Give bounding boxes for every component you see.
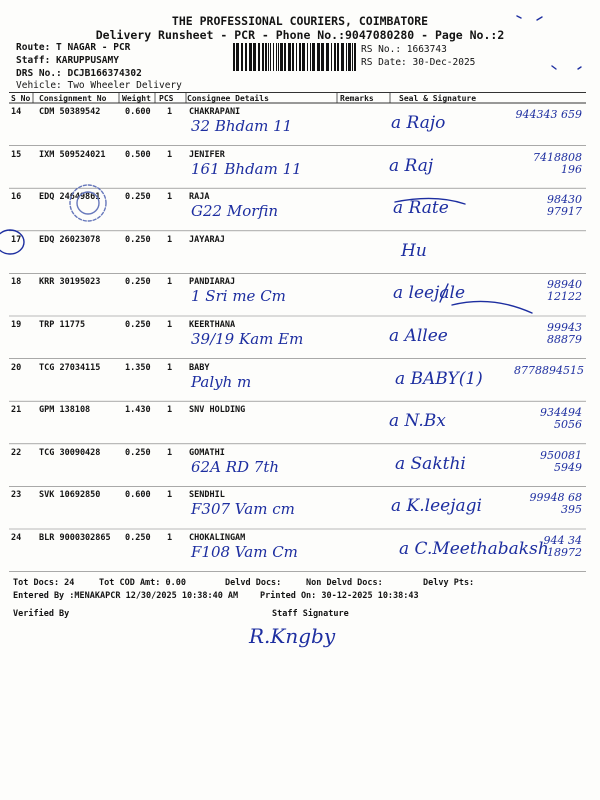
row-handwritten-signature: a N.Bx (389, 411, 446, 432)
company-title: THE PROFESSIONAL COURIERS, COIMBATORE (171, 14, 429, 28)
non-delivered-docs: Non Delvd Docs: (306, 578, 383, 588)
row-serial-number: 16 (11, 192, 22, 203)
row-handwritten-phone: 944 34 18972 (543, 534, 582, 559)
row-pieces: 1 (167, 192, 173, 203)
row-weight: 0.600 (125, 490, 151, 501)
row-handwritten-phone: 98940 12122 (547, 278, 582, 304)
vehicle-label: Vehicle: Two Wheeler Delivery (16, 80, 182, 91)
row-handwritten-address: F108 Vam Cm (191, 543, 298, 561)
row-serial-number: 24 (11, 533, 22, 543)
row-consignee-name: GOMATHI (189, 447, 225, 458)
row-pieces: 1 (167, 362, 173, 373)
row-pieces: 1 (167, 107, 173, 117)
row-handwritten-signature: a Rajo (391, 113, 446, 133)
row-consignee-name: SENDHIL (189, 490, 225, 501)
row-handwritten-signature: a Rate (393, 198, 449, 219)
row-handwritten-phone: 934494 5056 (540, 406, 582, 432)
route-label: Route: T NAGAR - PCR (16, 42, 131, 53)
row-handwritten-address: 39/19 Kam Em (191, 330, 304, 348)
row-consignment-number: EDQ 26023078 (39, 234, 101, 245)
row-weight: 0.250 (125, 447, 151, 458)
row-pieces: 1 (167, 234, 173, 245)
row-handwritten-signature: Hu (401, 240, 427, 261)
row-consignee-name: CHAKRAPANI (189, 107, 241, 117)
delivery-points: Delvy Pts: (423, 578, 475, 588)
row-consignee-name: JAYARAJ (189, 234, 225, 245)
row-handwritten-address: 161 Bhdam 11 (191, 159, 302, 178)
row-consignment-number: TCG 27034115 (39, 362, 101, 373)
row-handwritten-signature: a C.Meethabaksh (399, 539, 549, 559)
row-serial-number: 18 (11, 277, 22, 288)
row-handwritten-phone: 8778894515 (514, 363, 584, 377)
row-pieces: 1 (167, 405, 173, 416)
row-weight: 1.350 (125, 362, 151, 373)
row-handwritten-phone: 950081 5949 (540, 448, 582, 474)
row-consignment-number: TCG 30090428 (39, 447, 101, 458)
printed-on: Printed On: 30-12-2025 10:38:43 (260, 591, 419, 601)
total-docs: Tot Docs: 24 (13, 578, 75, 588)
row-weight: 0.250 (125, 533, 151, 543)
row-weight: 0.600 (125, 107, 151, 117)
row-consignee-name: SNV HOLDING (189, 405, 246, 416)
row-consignment-number: EDQ 24649861 (39, 192, 101, 203)
row-handwritten-signature: a K.leejagi (391, 496, 482, 517)
row-consignee-name: RAJA (189, 192, 210, 203)
row-serial-number: 21 (11, 405, 22, 416)
col-consignee-header: Consignee Details (187, 94, 269, 103)
row-consignee-name: JENIFER (189, 149, 225, 160)
row-consignment-number: CDM 50389542 (39, 107, 101, 117)
row-handwritten-address: 1 Sri me Cm (191, 287, 286, 306)
rs-date: RS Date: 30-Dec-2025 (361, 57, 476, 68)
row-handwritten-phone: 99948 68 395 (529, 491, 582, 517)
row-serial-number: 17 (11, 234, 22, 245)
row-pieces: 1 (167, 533, 173, 543)
drs-number: DRS No.: DCJB166374302 (16, 68, 142, 79)
row-handwritten-address: 32 Bhdam 11 (191, 117, 293, 135)
staff-label: Staff: KARUPPUSAMY (16, 55, 119, 66)
row-consignee-name: CHOKALINGAM (189, 533, 246, 543)
row-pieces: 1 (167, 320, 173, 330)
staff-signature-label: Staff Signature (272, 609, 349, 619)
row-pieces: 1 (167, 490, 173, 501)
delivered-docs: Delvd Docs: (225, 578, 282, 588)
row-handwritten-address: Palyh m (191, 372, 252, 391)
row-serial-number: 22 (11, 447, 22, 458)
row-handwritten-signature: a leejale (393, 283, 466, 304)
col-pcs-header: PCS (159, 94, 174, 103)
row-serial-number: 19 (11, 320, 22, 330)
row-handwritten-phone: 99943 88879 (547, 321, 582, 346)
row-handwritten-address: F307 Vam cm (191, 500, 295, 519)
row-handwritten-address: G22 Morfin (191, 202, 279, 221)
row-consignment-number: IXM 509524021 (39, 149, 106, 160)
entered-by: Entered By :MENAKAPCR 12/30/2025 10:38:40 AM (13, 591, 239, 601)
runsheet-subtitle: Delivery Runsheet - PCR - Phone No.:9047080280 - Page No.:2 (95, 28, 505, 42)
row-consignment-number: KRR 30195023 (39, 277, 101, 288)
row-consignee-name: PANDIARAJ (189, 277, 236, 288)
row-weight: 0.250 (125, 192, 151, 203)
row-consignment-number: SVK 10692850 (39, 490, 101, 501)
row-serial-number: 14 (11, 107, 22, 117)
row-consignment-number: BLR 9000302865 (39, 533, 111, 543)
row-handwritten-phone: 944343 659 (515, 108, 582, 121)
rs-number: RS No.: 1663743 (361, 44, 447, 55)
row-consignee-name: BABY (189, 362, 210, 373)
row-pieces: 1 (167, 149, 173, 160)
row-pieces: 1 (167, 447, 173, 458)
row-handwritten-signature: a Allee (389, 326, 448, 346)
row-weight: 1.430 (125, 405, 151, 416)
col-signature-header: Seal & Signature (399, 94, 477, 103)
row-handwritten-address: 62A RD 7th (191, 457, 280, 476)
row-handwritten-phone: 98430 97917 (547, 193, 582, 219)
row-weight: 0.250 (125, 320, 151, 330)
row-weight: 0.250 (125, 234, 151, 245)
row-serial-number: 20 (11, 362, 22, 373)
row-handwritten-signature: a Raj (389, 155, 434, 176)
row-pieces: 1 (167, 277, 173, 288)
verified-by-label: Verified By (13, 609, 70, 619)
row-handwritten-phone: 7418808 196 (533, 150, 582, 176)
row-consignee-name: KEERTHANA (189, 320, 236, 330)
row-serial-number: 15 (11, 149, 22, 160)
row-consignment-number: TRP 11775 (39, 320, 86, 330)
col-sno-header: S No (11, 94, 31, 103)
col-weight-header: Weight (122, 94, 151, 103)
row-weight: 0.250 (125, 277, 151, 288)
row-serial-number: 23 (11, 490, 22, 501)
col-remarks-header: Remarks (340, 94, 374, 103)
col-consignment-header: Consignment No (39, 94, 107, 103)
row-consignment-number: GPM 138108 (39, 405, 91, 416)
row-handwritten-signature: a Sakthi (395, 453, 466, 474)
row-weight: 0.500 (125, 149, 151, 160)
total-cod-amount: Tot COD Amt: 0.00 (99, 578, 186, 588)
row-handwritten-signature: a BABY(1) (395, 368, 483, 389)
staff-signature-handwriting: R.Kngby (249, 624, 336, 648)
